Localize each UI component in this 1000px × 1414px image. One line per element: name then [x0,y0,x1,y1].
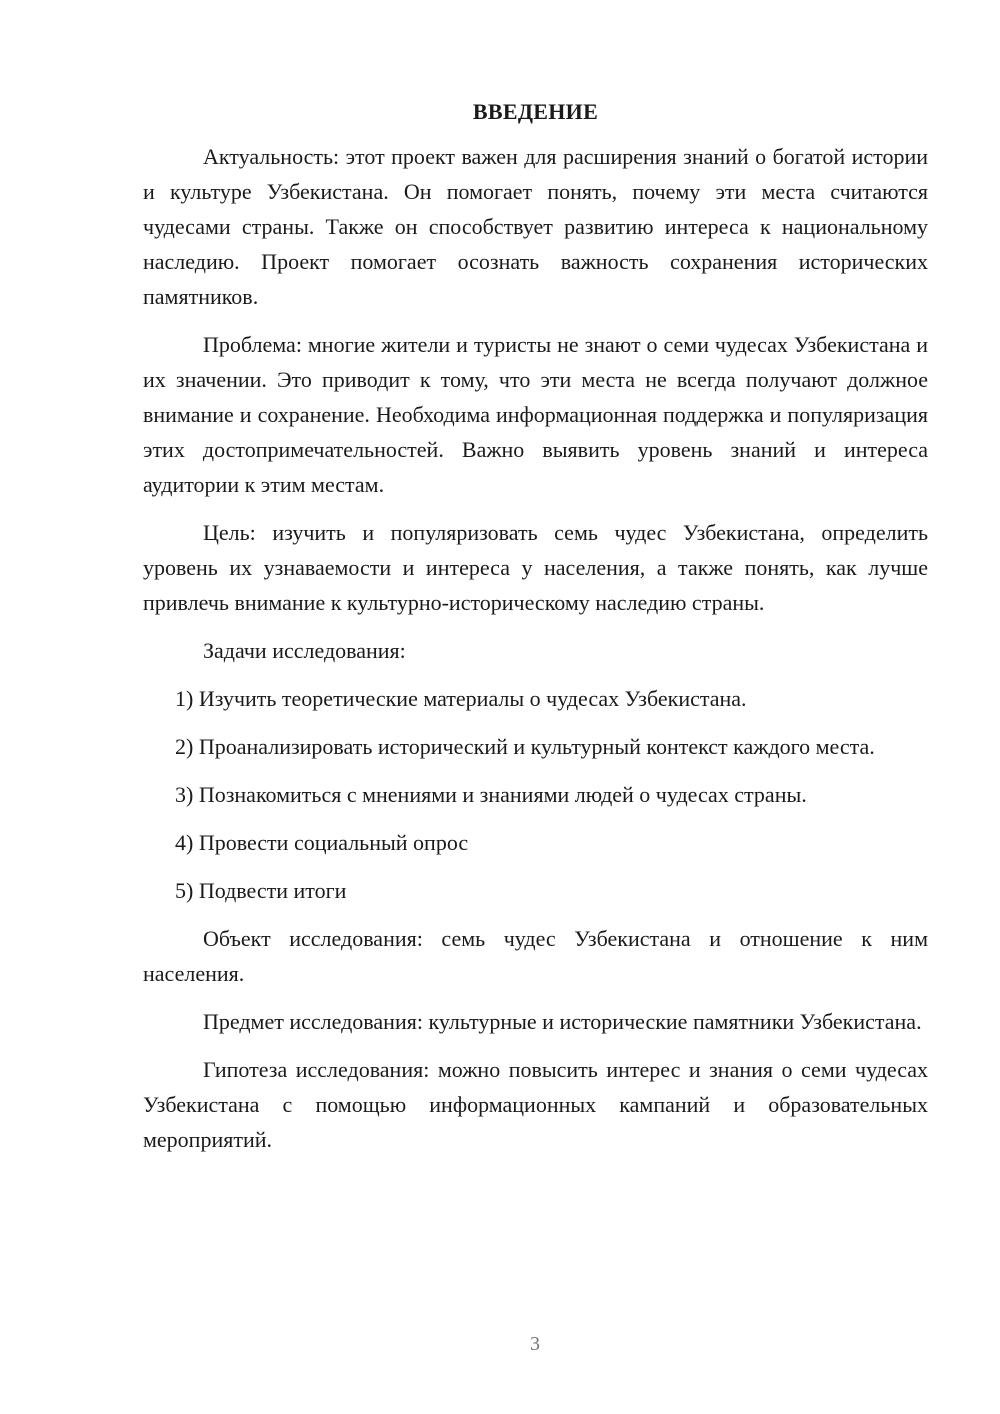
task-item-4: 4) Провести социальный опрос [175,830,469,855]
task-item-5: 5) Подвести итоги [175,878,347,903]
paragraph-subject: Предмет исследования: культурные и исторические памятники Узбекистана. [203,1009,922,1034]
paragraph-problem: Проблема: многие жители и туристы не знают о семи чудесах Узбекистана и их значении. Это приводит к тому, что эти места не всегда получают должное внимание и сохранение. Необходима информационная поддержка и популяризация этих достопримечательностей. Важно выявить уровень знаний и интереса аудитории к этим местам. [143,332,928,497]
paragraph-relevance: Актуальность: этот проект важен для расширения знаний о богатой истории и культуре Узбекистана. Он помогает понять, почему эти места считаются чудесами страны. Также он способствует развитию интереса к национальному наследию. Проект помогает осознать важность сохранения исторических памятников. [143,144,928,309]
task-item-1: 1) Изучить теоретические материалы о чудесах Узбекистана. [175,686,747,711]
document-title: ВВЕДЕНИЕ [472,99,599,124]
task-item-2: 2) Проанализировать исторический и культурный контекст каждого места. [175,734,875,759]
tasks-heading: Задачи исследования: [203,638,406,663]
paragraph-hypothesis: Гипотеза исследования: можно повысить интерес и знания о семи чудесах Узбекистана с помощью информационных кампаний и образовательных мероприятий. [143,1057,928,1152]
task-item-3: 3) Познакомиться с мнениями и знаниями людей о чудесах страны. [175,782,807,807]
paragraph-goal: Цель: изучить и популяризовать семь чудес Узбекистана, определить уровень их узнаваемости и интереса у населения, а также понять, как лучше привлечь внимание к культурно-историческому наследию страны. [143,520,928,615]
page-number: 3 [530,1333,540,1355]
document-page [143,94,928,1170]
paragraph-object: Объект исследования: семь чудес Узбекистана и отношение к ним населения. [143,926,928,986]
